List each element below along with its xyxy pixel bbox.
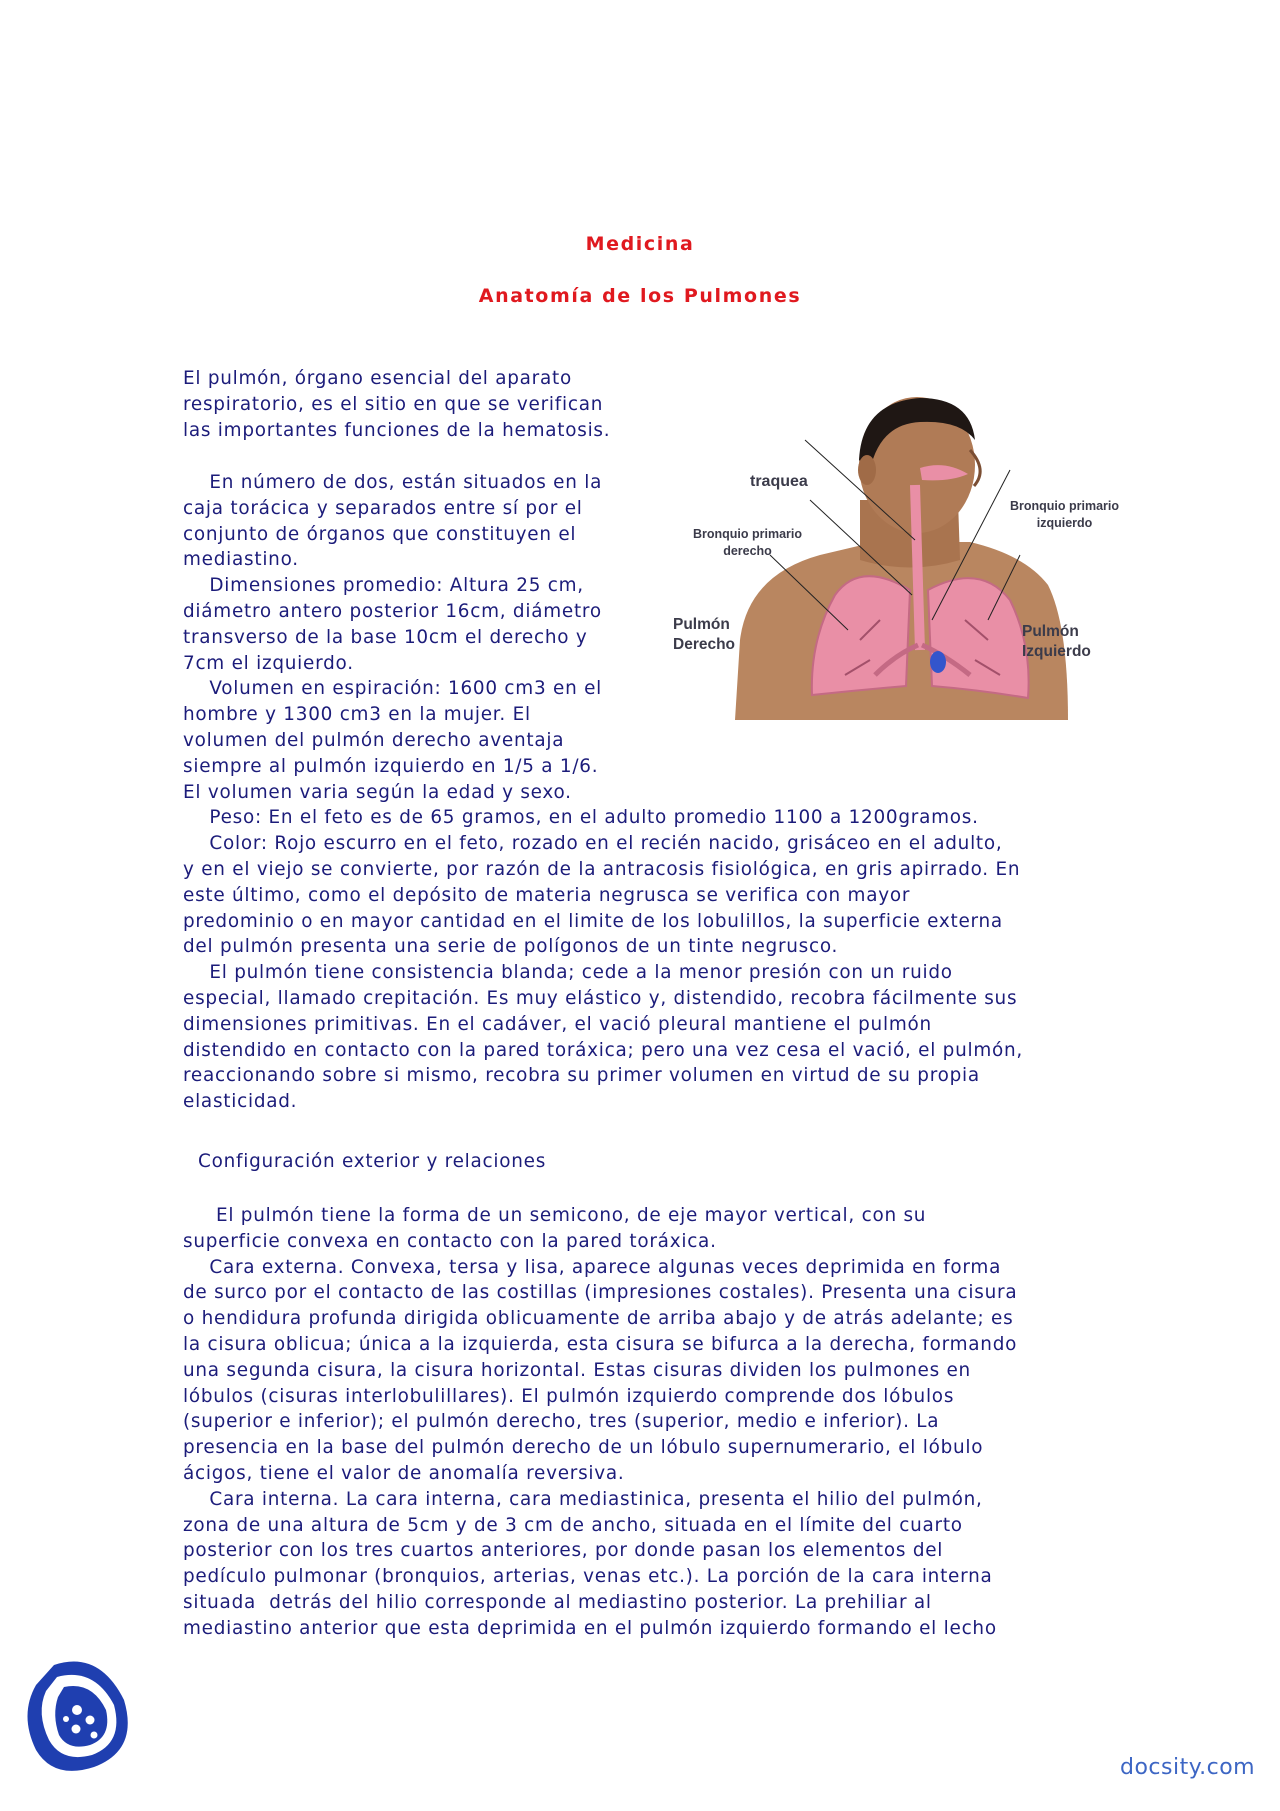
text-line: de surco por el contacto de las costillas (impresiones costales). Presenta una cisura <box>183 1282 1018 1304</box>
text-line: mediastino anterior que esta deprimida en el pulmón izquierdo formando el lecho <box>183 1617 997 1639</box>
text-line: presencia en la base del pulmón derecho de un lóbulo supernumerario, el lóbulo <box>183 1437 984 1459</box>
text-line: dimensiones primitivas. En el cadáver, el vació pleural mantiene el pulmón <box>183 1013 932 1035</box>
text-line: este último, como el depósito de materia negrusca se verifica con mayor <box>183 884 911 906</box>
label-line: derecho <box>723 544 772 558</box>
text-line: Peso: En el feto es de 65 gramos, en el adulto promedio 1100 a 1200gramos. <box>183 807 979 829</box>
section-heading <box>198 1149 546 1175</box>
text-line: o hendidura profunda dirigida oblicuamente de arriba abajo y de atrás adelante; es <box>183 1308 1014 1330</box>
text-line: 7cm el izquierdo. <box>183 652 354 674</box>
label-line: Pulmón <box>673 616 730 633</box>
intro-paragraph <box>183 366 610 443</box>
document-title: Medicina <box>585 233 695 255</box>
text-line: y en el viejo se convierte, por razón de la antracosis fisiológica, en gris apirrado. En <box>183 858 1021 880</box>
label-line: Bronquio primario <box>693 527 803 541</box>
text-line: las importantes funciones de la hematosis. <box>183 419 611 441</box>
text-line: conjunto de órganos que constituyen el <box>183 523 577 545</box>
label-line: Pulmón <box>1022 623 1079 640</box>
text-line: Cara externa. Convexa, tersa y lisa, aparece algunas veces deprimida en forma <box>183 1256 1002 1278</box>
text-line: mediastino. <box>183 549 299 571</box>
label-bronquio-izquierdo <box>1010 498 1119 532</box>
label-pulmon-derecho <box>673 615 735 655</box>
text-line: En número de dos, están situados en la <box>183 472 603 493</box>
text-line: siempre al pulmón izquierdo en 1/5 a 1/6. <box>183 755 599 777</box>
text-line: zona de una altura de 5cm y de 3 cm de ancho, situada en el límite del cuarto <box>183 1514 963 1536</box>
text-line: la cisura oblicua; única a la izquierda, esta cisura se bifurca a la derecha, formando <box>183 1333 1018 1355</box>
label-traquea: traquea <box>750 473 808 490</box>
docsity-brand-text: docsity.com <box>1120 1755 1256 1780</box>
text-line: elasticidad. <box>183 1091 298 1113</box>
text-line: una segunda cisura, la cisura horizontal. Estas cisuras dividen los pulmones en <box>183 1359 971 1381</box>
text-line: especial, llamado crepitación. Es muy elástico y, distendido, recobra fácilmente sus <box>183 987 1018 1009</box>
docsity-logo-graphic <box>24 1655 134 1775</box>
text-line: del pulmón presenta una serie de polígonos de un tinte negrusco. <box>183 936 839 958</box>
text-line: predominio o en mayor cantidad en el limite de los lobulillos, la superficie externa <box>183 910 1003 932</box>
text-line: Volumen en espiración: 1600 cm3 en el <box>183 678 602 700</box>
text-line: distendido en contacto con la pared toráxica; pero una vez cesa el vació, el pulmón, <box>183 1039 1024 1061</box>
document-subtitle: Anatomía de los Pulmones <box>478 285 802 307</box>
section-body <box>183 1203 1017 1642</box>
text-line: Color: Rojo escurro en el feto, rozado en el recién nacido, grisáceo en el adulto, <box>183 833 1003 855</box>
text-line: El pulmón tiene consistencia blanda; cede a la menor presión con un ruido <box>183 962 953 984</box>
label-line: izquierdo <box>1036 516 1093 530</box>
text-line: reaccionando sobre si mismo, recobra su primer volumen en virtud de su propia <box>183 1065 980 1087</box>
label-line: Izquierdo <box>1022 643 1091 660</box>
text-line: El pulmón tiene la forma de un semicono, de eje mayor vertical, con su <box>183 1205 927 1226</box>
text-line: El pulmón, órgano esencial del aparato <box>183 368 572 389</box>
text-line: situada detrás del hilio corresponde al mediastino posterior. La prehiliar al <box>183 1591 932 1613</box>
text-line: diámetro antero posterior 16cm, diámetro <box>183 600 602 622</box>
text-line: volumen del pulmón derecho aventaja <box>183 729 565 751</box>
text-line: Cara interna. La cara interna, cara mediastinica, presenta el hilio del pulmón, <box>183 1488 983 1510</box>
text-line: transverso de la base 10cm el derecho y <box>183 626 588 648</box>
text-line: (superior e inferior); el pulmón derecho, tres (superior, medio e inferior). La <box>183 1411 940 1433</box>
text-line: caja torácica y separados entre sí por el <box>183 497 583 519</box>
text-line: lóbulos (cisuras interlobulillares). El pulmón izquierdo comprende dos lóbulos <box>183 1385 955 1407</box>
text-line: ácigos, tiene el valor de anomalía reversiva. <box>183 1462 625 1484</box>
label-bronquio-derecho <box>693 526 802 560</box>
text-line: Dimensiones promedio: Altura 25 cm, <box>183 575 584 597</box>
text-line: pedículo pulmonar (bronquios, arterias, venas etc.). La porción de la cara interna <box>183 1566 993 1588</box>
text-line: Configuración exterior y relaciones <box>198 1151 547 1172</box>
text-line: hombre y 1300 cm3 en la mujer. El <box>183 704 531 726</box>
lung-anatomy-illustration <box>670 390 1120 720</box>
label-pulmon-izquierdo <box>1022 622 1091 662</box>
text-line: El volumen varia según la edad y sexo. <box>183 781 572 803</box>
text-line: posterior con los tres cuartos anteriores, por donde pasan los elementos del <box>183 1540 944 1562</box>
text-line: superficie convexa en contacto con la pared toráxica. <box>183 1230 717 1252</box>
label-line: Derecho <box>673 636 736 653</box>
label-line: Bronquio primario <box>1010 499 1120 513</box>
text-line: respiratorio, es el sitio en que se verifican <box>183 393 604 415</box>
docsity-logo-icon <box>24 1655 134 1775</box>
